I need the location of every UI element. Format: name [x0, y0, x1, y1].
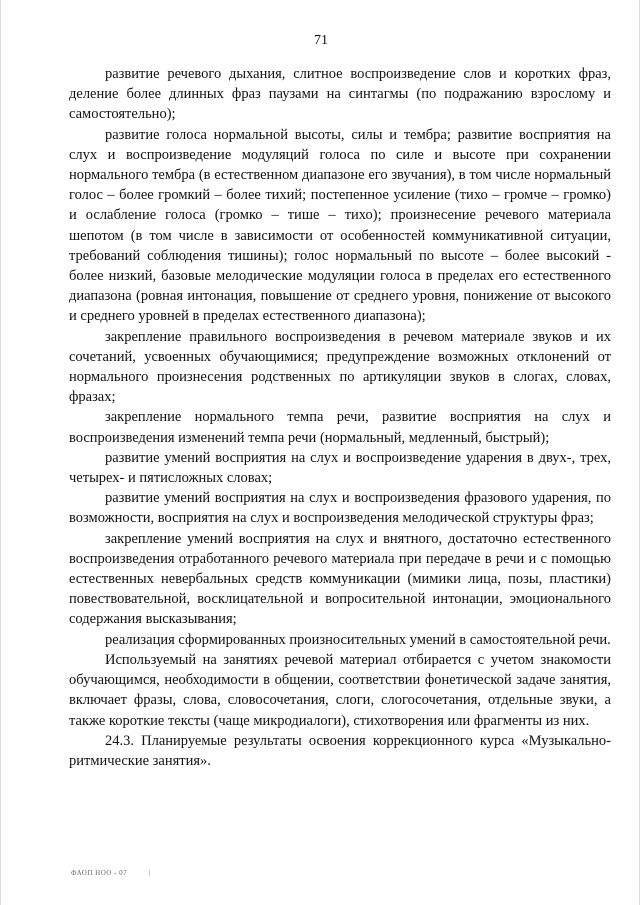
- paragraph: развитие умений восприятия на слух и воспроизведение ударения в двух-, трех, четырех- и пятисложных словах;: [69, 449, 611, 487]
- footer-mark: |: [149, 869, 151, 877]
- paragraph: реализация сформированных произносительных умений в самостоятельной речи.: [105, 631, 611, 648]
- paragraph: закрепление нормального темпа речи, развитие восприятия на слух и воспроизведения изменений темпа речи (нормальный, медленный, быстрый);: [69, 409, 611, 446]
- paragraph: закрепление правильного воспроизведения в речевом материале звуков и их сочетаний, усвоенных обучающимися; предупреждение возможных отклонений от нормального произнесения родственных по артикуляции звуков в слогах, словах, фразах;: [69, 328, 611, 406]
- paragraph: развитие речевого дыхания, слитное воспроизведение слов и коротких фраз, деление более длинных фраз паузами на синтагмы (по подражанию взрослому и самостоятельно);: [69, 66, 611, 123]
- body-text: [69, 64, 611, 771]
- footer-code: ФАОП НОО - 07: [71, 869, 128, 877]
- paragraph: развитие умений восприятия на слух и воспроизведения фразового ударения, по возможности, восприятия на слух и воспроизведения мелодической структуры фраз;: [69, 490, 611, 527]
- section-heading: 24.3. Планируемые результаты освоения коррекционного курса «Музыкально-ритмические занятия».: [69, 732, 611, 769]
- page-number: 71: [314, 33, 328, 48]
- paragraph: развитие голоса нормальной высоты, силы и тембра; развитие восприятия на слух и воспроизведение модуляций голоса по силе и высоте при сохранении нормального тембра (в естественном диапазоне его звучания), в том числе нормальный голос – более громкий – более тихий; постепенное усиление (тихо – громче – громко) и ослабление голоса (громко – тише – тихо); произнесение речевого материала шепотом (в том числе в зависимости от особенностей коммуникативной ситуации, требований соблюдения тишины); голос нормальный по высоте – более высокий - более низкий, базовые мелодические модуляции голоса в пределах его естественного диапазона (ровная интонация, повышение от среднего уровня, понижение от высокого и среднего уровней в пределах естественного диапазона);: [69, 126, 611, 325]
- paragraph: Используемый на занятиях речевой материал отбирается с учетом знакомости обучающимся, необходимости в общении, соответствии фонетической задаче занятия, включает фразы, слова, словосочетания, слоги, слогосочетания, отдельные звуки, а также короткие тексты (чаще микродиалоги), стихотворения или фрагменты из них.: [69, 651, 611, 729]
- paragraph: закрепление умений восприятия на слух и внятного, достаточно естественного воспроизведения отработанного речевого материала при передаче в речи и с помощью естественных невербальных средств коммуникации (мимики лица, позы, пластики) повествовательной, восклицательной и вопросительной интонации, эмоционального содержания высказывания;: [69, 530, 611, 628]
